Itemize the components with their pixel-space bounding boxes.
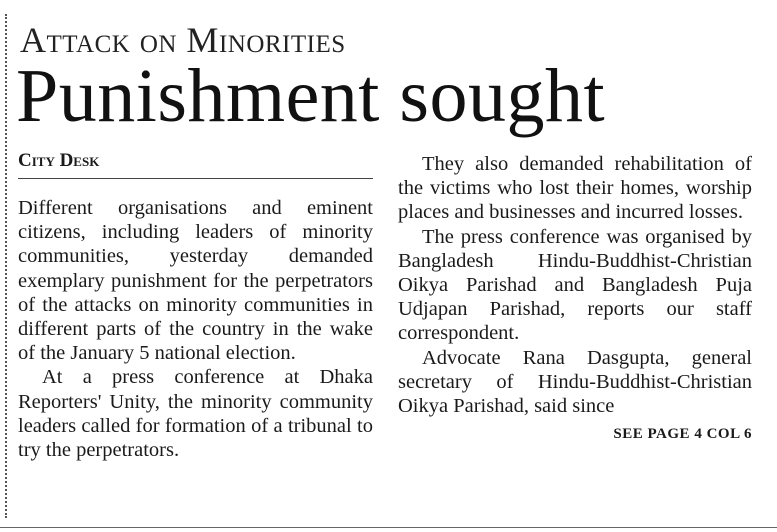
paragraph: The press conference was organised by Bangladesh Hindu-Buddhist-Christian Oikya Parishad and Bangladesh Puja Udjapan Parishad, reports our staff correspondent. [398,225,752,345]
see-page-link[interactable]: SEE PAGE 4 COL 6 [613,426,752,443]
column-left [18,150,373,462]
paragraph: They also demanded rehabilitation of the victims who lost their homes, worship places and businesses and incurred losses. [398,153,752,224]
dotted-border [5,14,9,518]
kicker: Attack on Minorities [20,20,346,60]
headline: Punishment sought [16,54,606,138]
paragraph: Different organisations and eminent citizens, including leaders of minority communities, yesterday demanded exemplary punishment for the perpetrators of the attacks on minority communities in different parts of the country in the wake of the January 5 national election. [18,197,373,365]
paragraph: Advocate Rana Dasgupta, general secretary of Hindu-Buddhist-Christian Oikya Parishad, said since [398,346,752,418]
bottom-rule [0,527,777,528]
paragraph: At a press conference at Dhaka Reporters' Unity, the minority community leaders called for formation of a tribunal to try the perpetrators. [18,366,373,462]
byline: City Desk [18,150,373,179]
column-right [398,152,752,446]
